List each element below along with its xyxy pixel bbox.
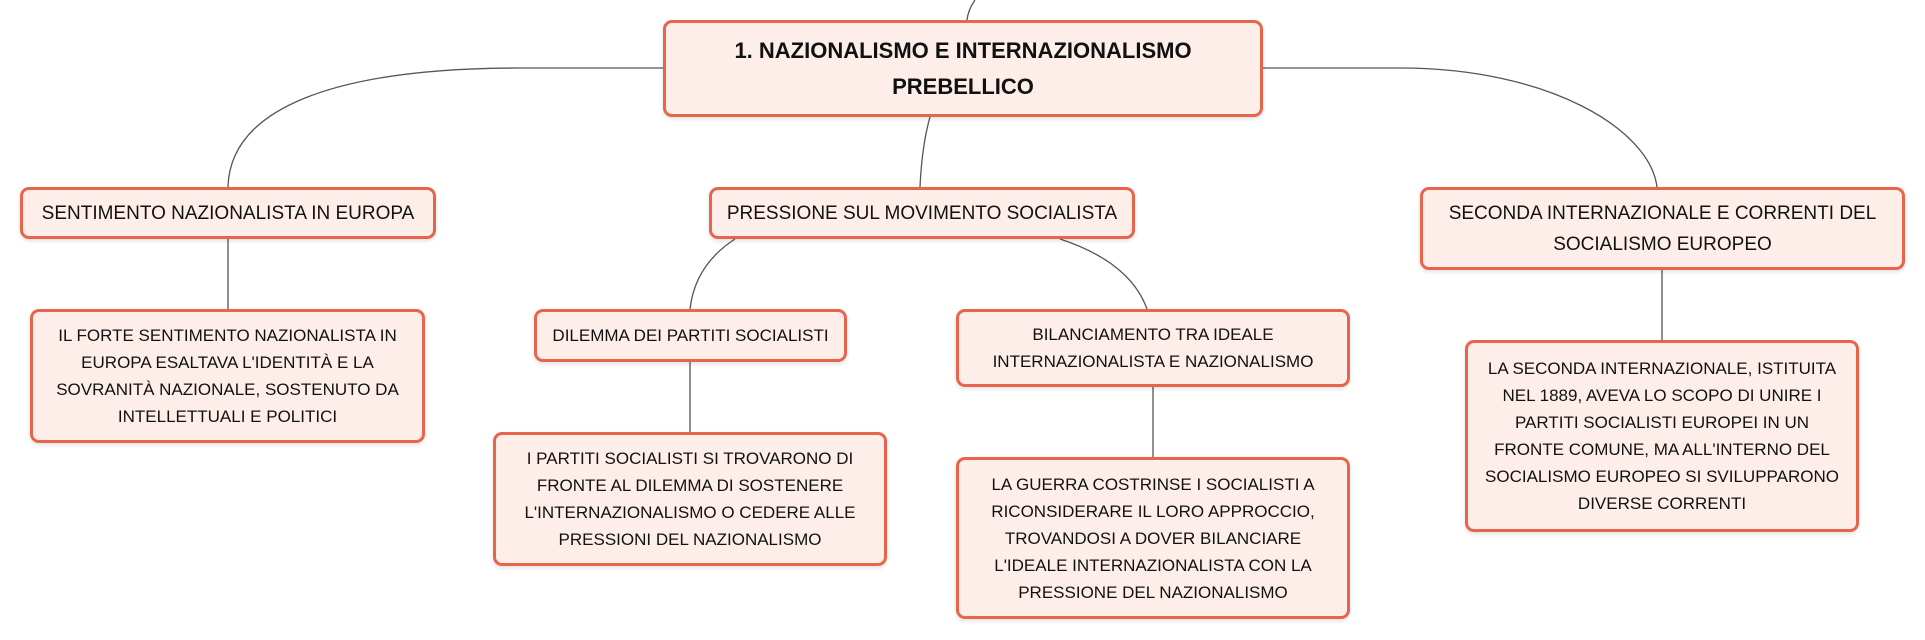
detail-seconda-internazionale[interactable] xyxy=(1465,340,1859,532)
detail-sentimento-nazionalista[interactable] xyxy=(30,309,425,443)
link-pressione-dilemma xyxy=(690,239,735,309)
node-seconda-internazionale[interactable] xyxy=(1420,187,1905,270)
link-root-sentimento xyxy=(228,68,663,187)
link-root-pressione xyxy=(920,117,930,187)
node-dilemma-partiti-text: DILEMMA DEI PARTITI SOCIALISTI xyxy=(552,326,829,345)
node-bilanciamento-text: BILANCIAMENTO TRA IDEALE INTERNAZIONALISTA E NAZIONALISMO xyxy=(992,325,1314,371)
node-dilemma-partiti[interactable] xyxy=(534,309,847,362)
detail-bilanciamento-text: LA GUERRA COSTRINSE I SOCIALISTI A RICONSIDERARE IL LORO APPROCCIO, TROVANDOSI A DOVER BILANCIARE L'IDEALE INTERNAZIONALISTA CON LA PRESSIONE DEL NAZIONALISMO xyxy=(991,474,1315,602)
detail-dilemma-partiti[interactable] xyxy=(493,432,887,566)
detail-dilemma-partiti-text: I PARTITI SOCIALISTI SI TROVARONO DI FRONTE AL DILEMMA DI SOSTENERE L'INTERNAZIONALISMO O CEDERE ALLE PRESSIONI DEL NAZIONALISMO xyxy=(524,449,856,549)
link-root-parent xyxy=(967,0,975,20)
root-node-text: 1. NAZIONALISMO E INTERNAZIONALISMO PREBELLICO xyxy=(734,37,1192,99)
detail-seconda-internazionale-text: LA SECONDA INTERNAZIONALE, ISTITUITA NEL 1889, AVEVA LO SCOPO DI UNIRE I PARTITI SOCIALISTI EUROPEI IN UN FRONTE COMUNE, MA ALL'INTERNO DEL SOCIALISMO EUROPEO SI SVILUPPARONO DIVERSE CORRENTI xyxy=(1485,359,1839,513)
link-root-seconda xyxy=(1263,68,1657,187)
detail-sentimento-nazionalista-text: IL FORTE SENTIMENTO NAZIONALISTA IN EUROPA ESALTAVA L'IDENTITÀ E LA SOVRANITÀ NAZIONALE, SOSTENUTO DA INTELLETTUALI E POLITICI xyxy=(56,326,399,426)
node-sentimento-nazionalista-text: SENTIMENTO NAZIONALISTA IN EUROPA xyxy=(41,202,415,224)
detail-bilanciamento[interactable] xyxy=(956,457,1350,619)
node-pressione-movimento[interactable] xyxy=(709,187,1135,239)
link-pressione-bilanciamento xyxy=(1060,239,1147,309)
root-node[interactable] xyxy=(663,20,1263,117)
node-bilanciamento[interactable] xyxy=(956,309,1350,387)
node-sentimento-nazionalista[interactable] xyxy=(20,187,436,239)
node-seconda-internazionale-text: SECONDA INTERNAZIONALE E CORRENTI DEL SOCIALISMO EUROPEO xyxy=(1448,202,1877,255)
node-pressione-movimento-text: PRESSIONE SUL MOVIMENTO SOCIALISTA xyxy=(726,202,1118,224)
